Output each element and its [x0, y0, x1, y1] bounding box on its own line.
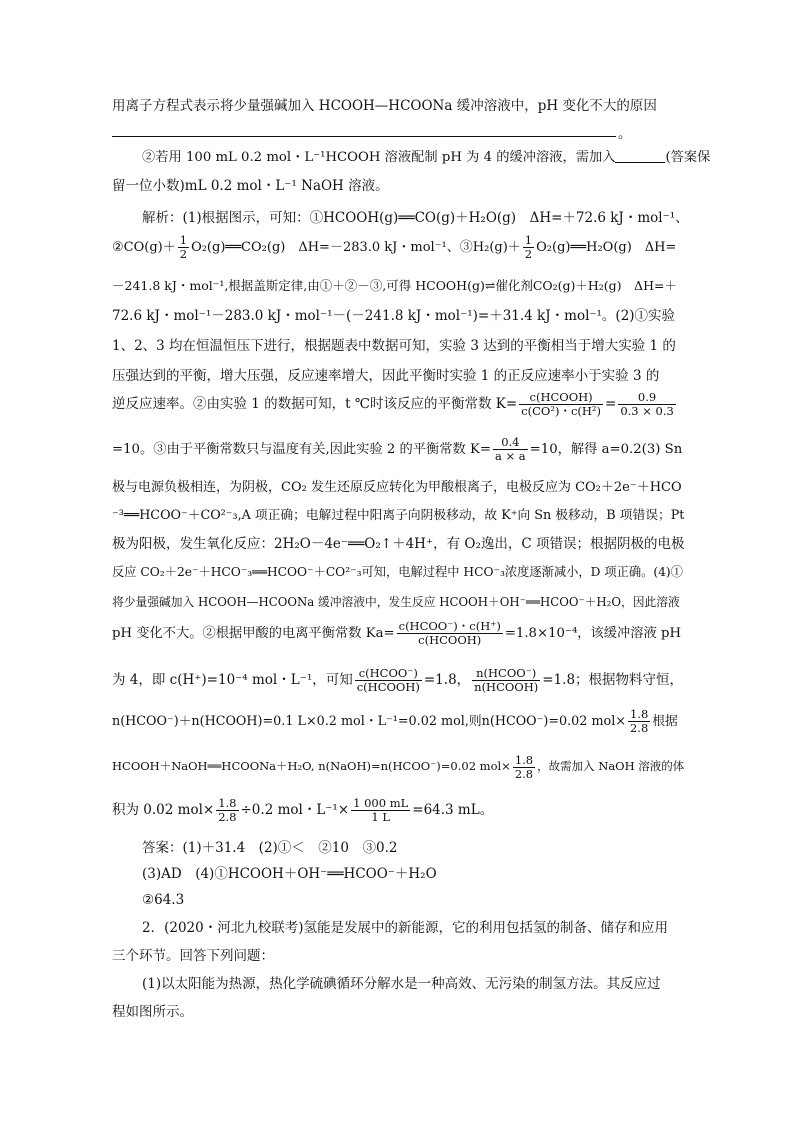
text-segment: 将少量强碱加入 HCOOH—HCOONa 缓冲溶液中，发生反应 HCOOH＋OH⁻══HCOO⁻＋H₂O，因此溶液: [112, 595, 680, 609]
text-segment: (3)AD (4)①HCOOH＋OH⁻══HCOO⁻＋H₂O: [142, 866, 437, 882]
analysis-line-3: [112, 276, 682, 296]
question-line-1: [112, 96, 682, 116]
text-segment: ⁻³══HCOO⁻＋CO²⁻₃,A 项正确；电解过程中阳离子向阴极移动，故 K⁺向 Sn 极移动，B 项错误；Pt: [112, 508, 685, 523]
analysis-line-12: [112, 562, 682, 582]
text-segment: ÷0.2 mol・L⁻¹×: [240, 802, 350, 818]
text-segment: =1.8×10⁻⁴，该缓冲溶液 pH: [504, 626, 682, 641]
fill-in-blank: [615, 148, 665, 163]
question-2-line-4: [112, 1002, 682, 1022]
question-2-line-2: [112, 946, 682, 966]
analysis-line-8: [112, 432, 682, 468]
fraction-numerator: 1.8: [218, 796, 237, 810]
fraction: [216, 797, 238, 824]
analysis-line-16: [112, 704, 682, 740]
analysis-line-5: [112, 336, 682, 356]
fraction-numerator: 0.9: [618, 391, 676, 405]
answer-blank-line: [112, 136, 616, 137]
text-segment: 为 4，即 c(H⁺)=10⁻⁴ mol・L⁻¹，可知: [112, 672, 353, 688]
text-segment: =1.8，: [423, 672, 471, 688]
text-segment: 2．(2020・河北九校联考)氢能是发展中的新能源，它的利用包括氢的制备、储存和应用: [142, 920, 668, 936]
fraction-denominator: c(HCOOH): [418, 633, 482, 647]
fraction-denominator: c(HCOOH): [356, 680, 420, 694]
text-segment: =10。③由于平衡常数只与温度有关,因此实验 2 的平衡常数 K=: [112, 442, 491, 457]
text-segment: =10，解得 a=0.2(3) Sn: [529, 442, 683, 457]
period-mark: 。: [618, 126, 632, 142]
text-segment: 反应 CO₂＋2e⁻＋HCO⁻₃══HCOO⁻＋CO²⁻₃可知，电解过程中 HCO⁻₃浓度逐渐减小，D 项正确。(4)①: [112, 565, 683, 579]
answer-line-3: [142, 890, 712, 910]
analysis-line-4: [112, 306, 682, 326]
fraction: [523, 234, 534, 261]
text-segment: O₂(g)══CO₂(g) ΔH=－283.0 kJ・mol⁻¹、③H₂(g)＋: [191, 240, 521, 255]
text-segment: =64.3 mL。: [412, 802, 494, 818]
fraction-numerator: 1: [524, 233, 533, 247]
text-segment: 压强达到的平衡，增大压强，反应速率增大，因此平衡时实验 1 的正反应速率小于实验 3 的: [112, 368, 660, 384]
text-segment: －241.8 kJ・mol⁻¹,根据盖斯定律,由①＋②－③,可得 HCOOH(g)⇌催化剂CO₂(g)＋H₂(g) ΔH=＋: [112, 278, 677, 293]
text-segment: 逆反应速率。②由实验 1 的数据可知，t ℃时该反应的平衡常数 K=: [112, 396, 518, 412]
answer-line-2: [142, 864, 712, 884]
analysis-line-18: [112, 792, 682, 828]
fraction-numerator: 0.4: [493, 436, 528, 450]
question-text: 用离子方程式表示将少量强碱加入 HCOOH—HCOONa 缓冲溶液中，pH 变化不大的原因: [112, 98, 657, 114]
text-segment: 三个环节。回答下列问题：: [112, 948, 274, 964]
fraction: [472, 667, 540, 694]
fraction-numerator: 1: [179, 233, 188, 247]
text-segment: ，故需加入 NaOH 溶液的体: [537, 759, 685, 773]
fraction: [628, 708, 650, 735]
text-segment: (1)以太阳能为热源，热化学硫碘循环分解水是一种高效、无污染的制氢方法。其反应过: [142, 976, 661, 992]
answer-line-1: [142, 838, 712, 858]
fraction-numerator: c(HCOO⁻)・c(H⁺): [398, 619, 501, 633]
text-segment: pH 变化不大。②根据甲酸的电离平衡常数 Ka=: [112, 626, 395, 641]
text-segment: 留一位小数)mL 0.2 mol・L⁻¹ NaOH 溶液。: [112, 178, 389, 194]
analysis-line-15: [112, 662, 682, 698]
fraction-numerator: 1.8: [629, 707, 649, 721]
analysis-line-1: [142, 208, 712, 228]
analysis-line-7: [112, 386, 682, 422]
text-segment: 1、2、3 均在恒温恒压下进行，根据题表中数据可知，实验 3 达到的平衡相当于增大实验 1 的: [112, 338, 676, 354]
text-segment: ②若用 100 mL 0.2 mol・L⁻¹HCOOH 溶液配制 pH 为 4 的缓冲溶液，需加入: [142, 150, 616, 165]
text-segment: =: [605, 396, 617, 412]
fraction-numerator: 1.8: [514, 752, 534, 767]
text-segment: (答案保: [665, 150, 711, 165]
fraction-denominator: 2.8: [218, 810, 237, 824]
text-segment: 程如图所示。: [112, 1004, 193, 1020]
question-2-line-1: [142, 918, 712, 938]
fraction: [351, 797, 410, 824]
fraction-denominator: 2: [524, 247, 533, 261]
question-line-3: [112, 176, 682, 196]
text-segment: 解析：(1)根据图示，可知：①HCOOH(g)══CO(g)＋H₂O(g) ΔH=＋72.6 kJ・mol⁻¹、: [142, 210, 689, 226]
fraction-denominator: 2.8: [514, 766, 534, 781]
fraction: [397, 620, 503, 647]
fraction-denominator: c(CO²)・c(H²): [521, 404, 601, 418]
fraction-numerator: c(HCOOH): [519, 391, 603, 405]
fraction-numerator: n(HCOO⁻): [472, 667, 540, 681]
analysis-line-2: [112, 230, 682, 266]
text-segment: HCOOH＋NaOH══HCOONa＋H₂O, n(NaOH)=n(HCOO⁻)=0.02 mol×: [112, 759, 511, 773]
text-segment: 答案：(1)＋31.4 (2)①＜ ②10 ③0.2: [142, 840, 398, 856]
text-segment: ②64.3: [142, 892, 185, 908]
fraction-denominator: n(HCOOH): [474, 680, 539, 694]
text-segment: 72.6 kJ・mol⁻¹－283.0 kJ・mol⁻¹－(－241.8 kJ・mol⁻¹)=＋31.4 kJ・mol⁻¹。(2)①实验: [112, 308, 676, 324]
fraction: [519, 391, 603, 418]
fraction-numerator: c(HCOO⁻): [355, 667, 422, 681]
question-line-2: [142, 148, 712, 168]
fraction: [355, 667, 422, 694]
analysis-line-9: [112, 478, 682, 498]
fraction-denominator: 0.3 × 0.3: [620, 404, 674, 418]
fraction-denominator: a × a: [495, 449, 526, 463]
text-segment: =1.8；根据物料守恒，: [542, 672, 684, 688]
text-segment: O₂(g)══H₂O(g) ΔH=: [536, 240, 677, 255]
fraction: [513, 754, 535, 781]
fraction-denominator: 1 L: [371, 810, 390, 824]
text-segment: 极为阳极，发生氧化反应：2H₂O－4e⁻══O₂↑＋4H⁺，有 O₂逸出，C 项错误；根据阴极的电极: [112, 536, 685, 552]
text-segment: n(HCOO⁻)＋n(HCOOH)=0.1 L×0.2 mol・L⁻¹=0.02 mol,则n(HCOO⁻)=0.02 mol×: [112, 714, 626, 729]
analysis-line-13: [112, 592, 682, 612]
analysis-line-10: [112, 506, 685, 526]
analysis-line-11: [112, 534, 685, 554]
question-2-line-3: [142, 974, 712, 994]
analysis-line-14: [112, 616, 682, 652]
fraction: [618, 391, 676, 418]
fraction-denominator: 2: [179, 247, 188, 261]
fraction-denominator: 2.8: [629, 721, 649, 735]
analysis-line-6: [112, 366, 682, 386]
text-segment: ②CO(g)＋: [112, 240, 176, 255]
text-segment: 极与电源负极相连，为阴极，CO₂ 发生还原反应转化为甲酸根离子，电极反应为 CO₂＋2e⁻＋HCO: [112, 480, 682, 495]
fraction: [493, 436, 528, 463]
fraction: [178, 234, 189, 261]
text-segment: 根据: [652, 714, 678, 729]
analysis-line-17: [112, 748, 685, 784]
fraction-numerator: 1 000 mL: [353, 796, 409, 810]
text-segment: 积为 0.02 mol×: [112, 802, 215, 818]
